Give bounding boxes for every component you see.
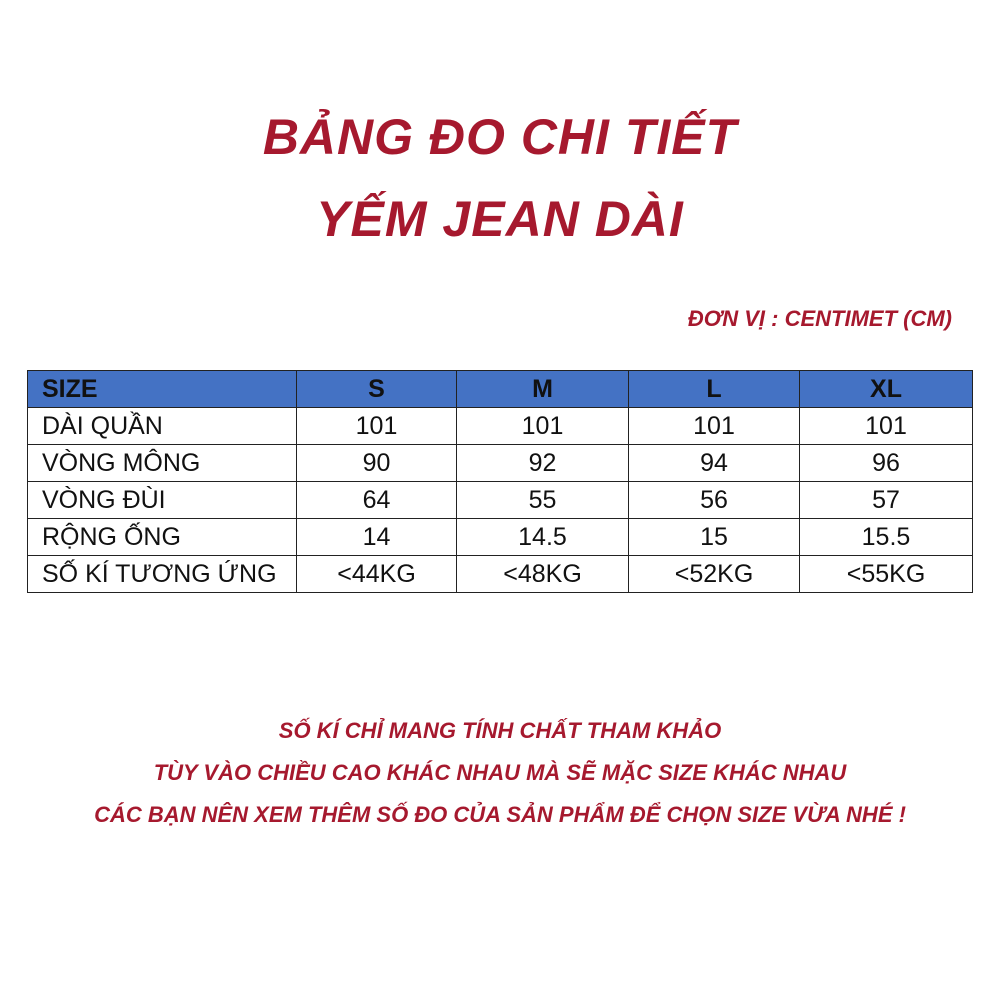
row-label: RỘNG ỐNG bbox=[28, 519, 297, 556]
table-cell: 94 bbox=[629, 445, 800, 482]
table-cell: 90 bbox=[297, 445, 457, 482]
table-cell: 57 bbox=[800, 482, 973, 519]
row-label: SỐ KÍ TƯƠNG ỨNG bbox=[28, 556, 297, 593]
note-line-1: SỐ KÍ CHỈ MANG TÍNH CHẤT THAM KHẢO bbox=[278, 718, 722, 743]
title-line-2: YẾM JEAN DÀI bbox=[316, 191, 684, 247]
note-line-2: TÙY VÀO CHIỀU CAO KHÁC NHAU MÀ SẼ MẶC SIZE KHÁC NHAU bbox=[153, 760, 847, 785]
table-cell: 56 bbox=[629, 482, 800, 519]
size-table bbox=[27, 370, 973, 593]
table-cell: 14.5 bbox=[457, 519, 629, 556]
table-cell: 92 bbox=[457, 445, 629, 482]
table-row bbox=[28, 556, 973, 593]
row-label: DÀI QUẦN bbox=[28, 408, 297, 445]
header-s: S bbox=[297, 371, 457, 408]
table-cell: 96 bbox=[800, 445, 973, 482]
header-xl: XL bbox=[800, 371, 973, 408]
table-cell: 15.5 bbox=[800, 519, 973, 556]
table-row bbox=[28, 519, 973, 556]
table-row bbox=[28, 482, 973, 519]
table-row bbox=[28, 445, 973, 482]
table-cell: <48KG bbox=[457, 556, 629, 593]
table-cell: <55KG bbox=[800, 556, 973, 593]
table-cell: 64 bbox=[297, 482, 457, 519]
table-cell: 101 bbox=[800, 408, 973, 445]
header-size: SIZE bbox=[28, 371, 297, 408]
table-cell: 101 bbox=[457, 408, 629, 445]
header-l: L bbox=[629, 371, 800, 408]
table-cell: <52KG bbox=[629, 556, 800, 593]
unit-label: ĐƠN VỊ : CENTIMET (CM) bbox=[687, 306, 952, 331]
note-line-3: CÁC BẠN NÊN XEM THÊM SỐ ĐO CỦA SẢN PHẨM ĐỂ CHỌN SIZE VỪA NHÉ ! bbox=[94, 802, 906, 827]
table-cell: 101 bbox=[297, 408, 457, 445]
table-header-row bbox=[28, 371, 973, 408]
title-line-1: BẢNG ĐO CHI TIẾT bbox=[262, 109, 738, 165]
table-cell: 55 bbox=[457, 482, 629, 519]
table-cell: <44KG bbox=[297, 556, 457, 593]
row-label: VÒNG ĐÙI bbox=[28, 482, 297, 519]
row-label: VÒNG MÔNG bbox=[28, 445, 297, 482]
table-row bbox=[28, 408, 973, 445]
table-cell: 14 bbox=[297, 519, 457, 556]
table-cell: 101 bbox=[629, 408, 800, 445]
header-m: M bbox=[457, 371, 629, 408]
table-cell: 15 bbox=[629, 519, 800, 556]
